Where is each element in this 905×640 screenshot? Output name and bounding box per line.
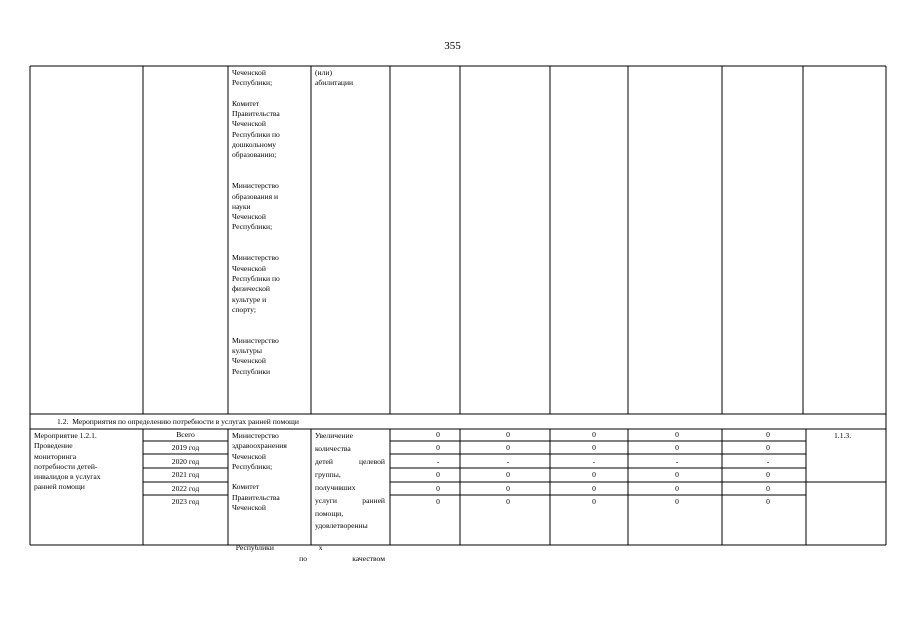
value-cell: 0 (766, 470, 770, 479)
value-cell: 0 (675, 484, 679, 493)
value-cell: - (436, 457, 440, 466)
year-cell: 2020 год (171, 457, 200, 466)
value-cell: 0 (506, 430, 510, 439)
value-cell: 0 (766, 430, 770, 439)
value-cell: 0 (675, 497, 679, 506)
section-title: 1.2. Мероприятия по определению потребности в услугах ранней помощи (57, 417, 299, 426)
value-cell: - (675, 457, 679, 466)
event-result-last-line: х качеством (318, 543, 385, 563)
value-cell: 0 (592, 443, 596, 452)
value-cell: 0 (766, 484, 770, 493)
value-cell: 0 (506, 497, 510, 506)
value-cell: 0 (436, 470, 440, 479)
top-executors-text: Чеченской Республики; Комитет Правительства Чеченской Республики по дошкольному образованию; Министерство образования и науки Чеченской Республики; Министерство Чеченской Республики по физической культуре и спорту; Министерство культуры Чеченской Республики (232, 68, 280, 376)
event-result-line: детей целевой (315, 457, 385, 466)
value-cell: 0 (592, 497, 596, 506)
value-cell: 0 (436, 484, 440, 493)
value-cell: 0 (436, 497, 440, 506)
year-cell: 2019 год (171, 443, 200, 452)
value-cell: 0 (592, 430, 596, 439)
event-result-line: помощи, (315, 509, 344, 518)
value-cell: 0 (592, 484, 596, 493)
value-cell: 0 (766, 497, 770, 506)
value-cell: 0 (436, 430, 440, 439)
event-name: Мероприятие 1.2.1. Проведение мониторинга потребности детей- инвалидов в услугах ранней помощи (34, 431, 101, 492)
value-cell: 0 (506, 443, 510, 452)
event-result-line: услуги ранней (315, 496, 385, 505)
event-result-line: Увеличение (315, 431, 353, 440)
value-cell: 0 (436, 443, 440, 452)
event-result-line: группы, (315, 470, 341, 479)
value-cell: - (766, 457, 770, 466)
value-cell: 0 (592, 470, 596, 479)
value-cell: 0 (675, 443, 679, 452)
value-cell: 0 (506, 484, 510, 493)
event-executors-last-line: Республики по (235, 543, 307, 563)
value-cell: 0 (675, 430, 679, 439)
event-result-line: количества (315, 444, 351, 453)
value-cell: 0 (675, 470, 679, 479)
event-executors: Министерство здравоохранения Чеченской Республики; Комитет Правительства Чеченской (232, 431, 287, 513)
indicator-code: 1.1.3. (834, 431, 852, 440)
year-cell: 2023 год (171, 497, 200, 506)
event-result-line: удовлетворенны (315, 521, 368, 530)
value-cell: 0 (506, 470, 510, 479)
year-cell: Всего (176, 430, 195, 439)
year-cell: 2022 год (171, 484, 200, 493)
top-result-text: (или) абилитации (315, 68, 354, 88)
value-cell: 0 (766, 443, 770, 452)
page-number: 355 (444, 40, 461, 52)
year-cell: 2021 год (171, 470, 200, 479)
value-cell: - (506, 457, 510, 466)
value-cell: - (592, 457, 596, 466)
event-result-line: получивших (315, 483, 356, 492)
